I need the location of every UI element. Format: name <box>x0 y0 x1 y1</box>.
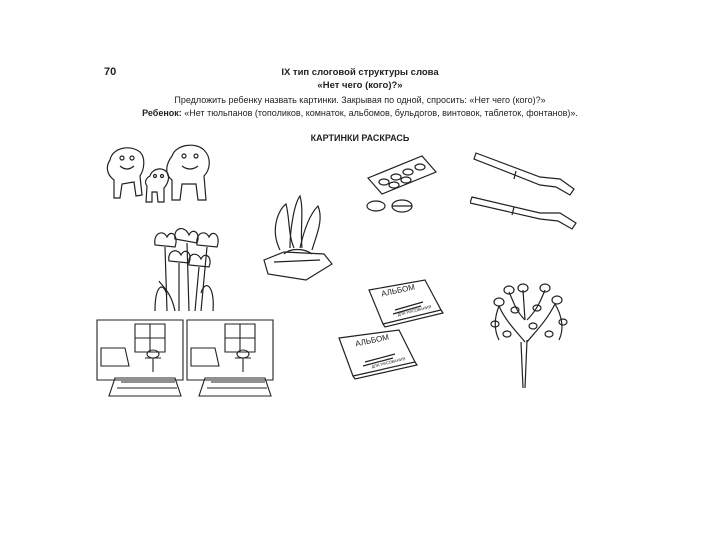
tablets-picture <box>362 150 442 220</box>
page-title: IX тип слоговой структуры слова <box>281 67 439 78</box>
bulldogs-picture <box>100 140 225 210</box>
fountain-picture <box>260 190 335 285</box>
album-picture-1 <box>365 278 445 328</box>
tulips-picture <box>145 225 230 315</box>
rifles-picture <box>470 145 580 235</box>
album-1-sublabel: ДЛЯ РИСОВАНИЯ <box>396 303 432 318</box>
instruction-text: Предложить ребенку назвать картинки. Закрывая по одной, спросить: «Нет чего (кого)?» <box>174 95 546 105</box>
rooms-picture <box>95 318 275 400</box>
album-1-label: АЛЬБОМ <box>380 282 416 299</box>
answer-body: «Нет тюльпанов (тополиков, комнаток, альбомов, бульдогов, винтовок, таблеток, фонтанов)». <box>184 108 578 118</box>
album-picture-2 <box>335 328 420 380</box>
page-subtitle: «Нет чего (кого)?» <box>317 80 403 91</box>
pictures-heading: КАРТИНКИ РАСКРАСЬ <box>310 133 410 143</box>
page-number: 70 <box>104 66 117 78</box>
answer-label: Ребенок: <box>142 108 182 118</box>
album-2-label: АЛЬБОМ <box>354 332 390 349</box>
answer-text <box>120 107 600 120</box>
album-2-sublabel: ДЛЯ РИСОВАНИЯ <box>370 355 406 370</box>
poplar-tree-picture <box>485 280 575 390</box>
page-header <box>120 66 600 92</box>
